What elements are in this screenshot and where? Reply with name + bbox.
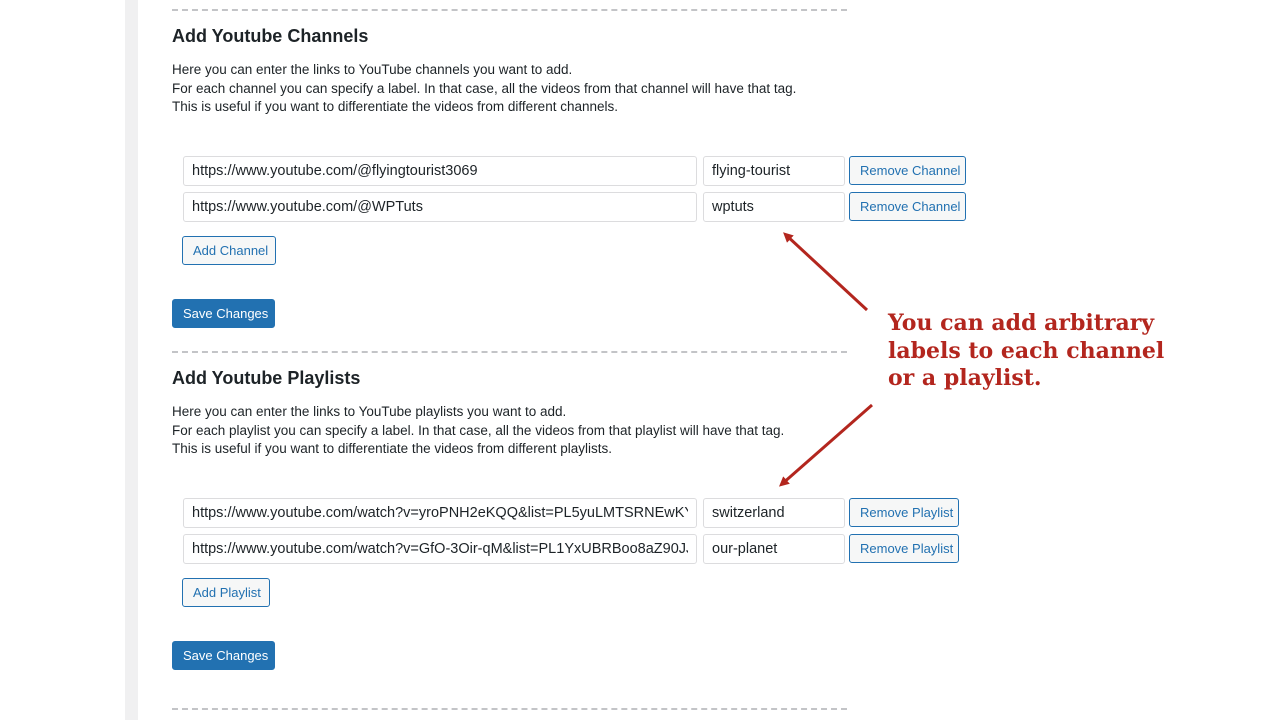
channels-description-line: For each channel you can specify a label. In that case, all the videos from that channel will have that tag. <box>172 80 797 96</box>
channels-heading: Add Youtube Channels <box>172 26 369 46</box>
add-playlist-button[interactable]: Add Playlist <box>182 578 270 607</box>
channels-description-line: Here you can enter the links to YouTube channels you want to add. <box>172 62 573 77</box>
annotation-line: labels to each channel <box>888 337 1165 364</box>
channels-description-line: This is useful if you want to differentiate the videos from different channels. <box>172 99 618 114</box>
annotation-line: You can add arbitrary <box>888 310 1155 336</box>
arrow-to-playlist-label <box>782 405 872 484</box>
remove-playlist-button[interactable]: Remove Playlist <box>849 534 959 563</box>
remove-playlist-button[interactable]: Remove Playlist <box>849 498 959 527</box>
playlists-heading: Add Youtube Playlists <box>172 368 361 388</box>
annotation-callout <box>888 310 1165 393</box>
remove-channel-button[interactable]: Remove Channel <box>849 192 966 221</box>
save-changes-button[interactable]: Save Changes <box>172 299 275 328</box>
playlists-description-line: Here you can enter the links to YouTube playlists you want to add. <box>172 404 567 419</box>
save-changes-button[interactable]: Save Changes <box>172 641 275 670</box>
remove-channel-button[interactable]: Remove Channel <box>849 156 966 185</box>
add-channel-button[interactable]: Add Channel <box>182 236 276 265</box>
playlists-description-line: For each playlist you can specify a label. In that case, all the videos from that playlist will have that tag. <box>172 422 785 438</box>
annotation-line: or a playlist. <box>888 365 1042 391</box>
arrow-to-channel-label <box>786 235 867 310</box>
playlists-description-line: This is useful if you want to differentiate the videos from different playlists. <box>172 441 612 456</box>
